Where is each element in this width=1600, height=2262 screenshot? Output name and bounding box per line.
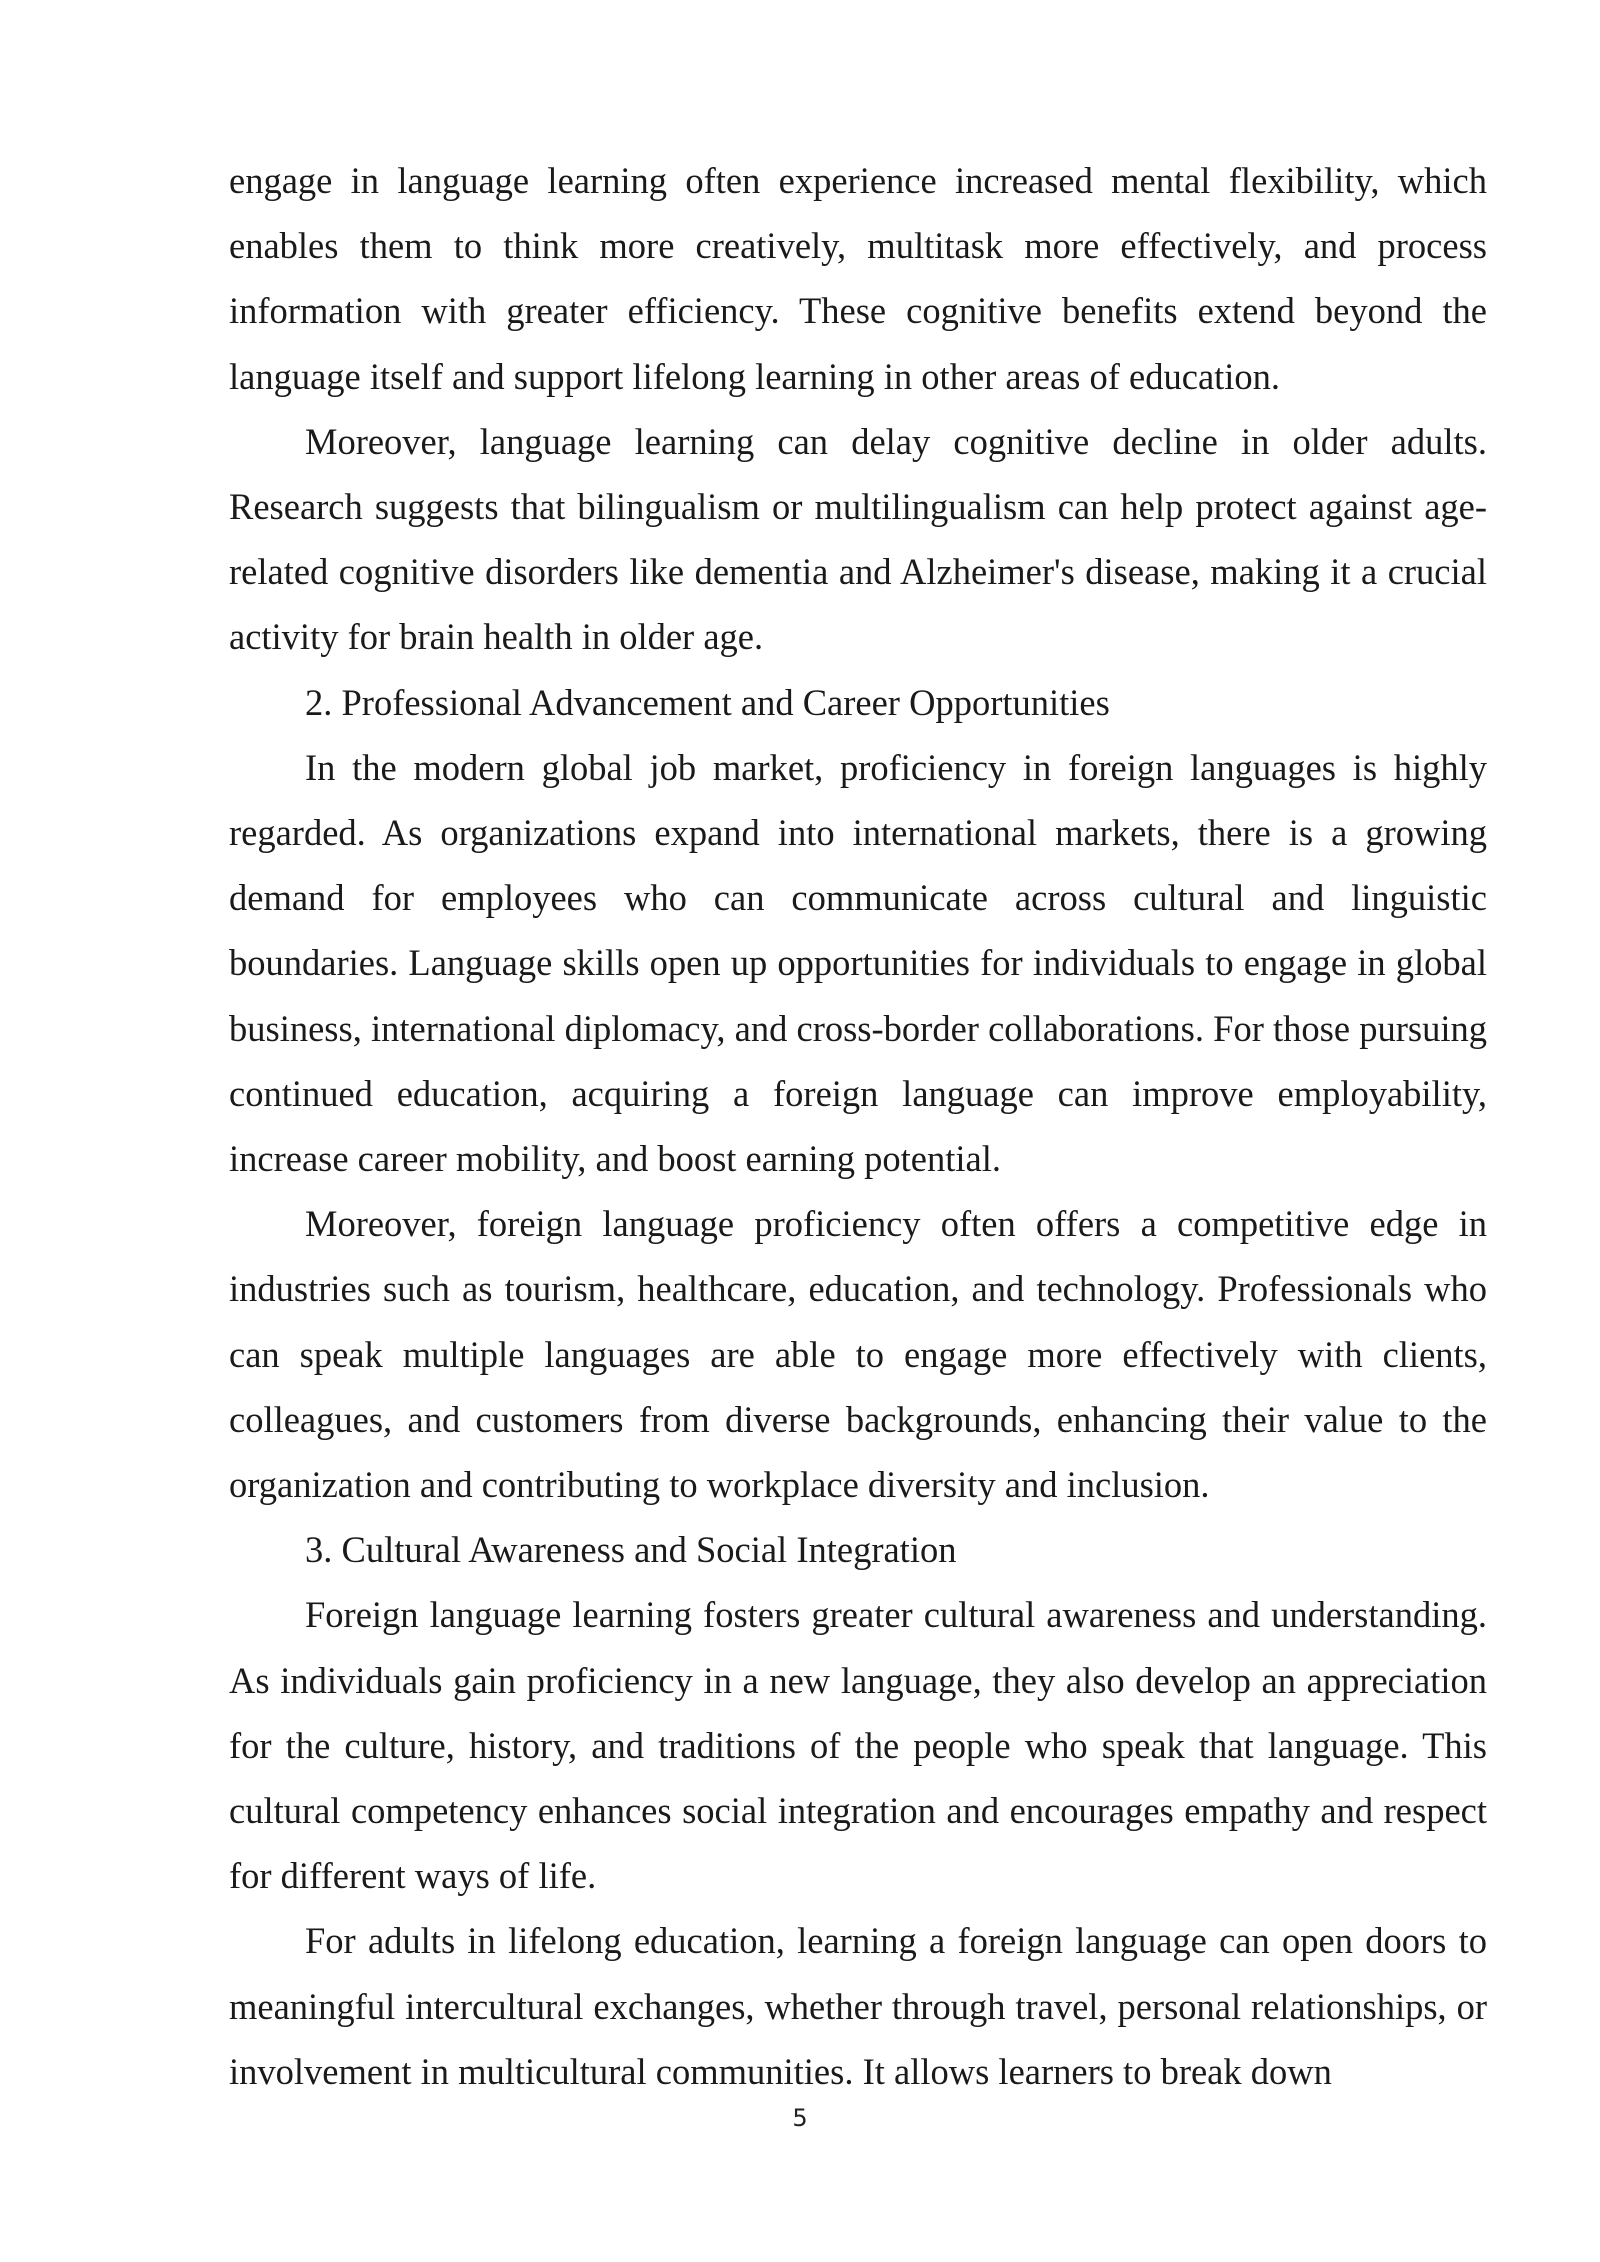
paragraph-competitive-edge: Moreover, foreign language proficiency often offers a competitive edge in industries such as tourism, healthcare, education, and technology. Professionals who can speak multiple languages are able to engage more effectively with clients, colleagues, and customers from diverse backgrounds, enhancing their value to the organization and contributing to workplace diversity and inclusion. — [229, 1203, 1487, 1506]
paragraph-intercultural-exchanges: For adults in lifelong education, learning a foreign language can open doors to meaningful intercultural exchanges, whether through travel, personal relationships, or involvement in multicultural communities. It allows learners to break down — [229, 1920, 1487, 2092]
paragraph-cognitive-decline: Moreover, language learning can delay cognitive decline in older adults. Research suggests that bilingualism or multilingualism can help protect against age-related cognitive disorders like dementia and Alzheimer's disease, making it a crucial activity for brain health in older age. — [229, 420, 1487, 658]
page-number: 5 — [792, 2104, 808, 2132]
section-heading-professional: 2. Professional Advancement and Career Opportunities — [305, 681, 1110, 723]
section-heading-cultural: 3. Cultural Awareness and Social Integration — [305, 1529, 957, 1571]
paragraph-continuation: engage in language learning often experience increased mental flexibility, which enables them to think more creatively, multitask more effectively, and process information with greater efficiency. These cognitive benefits extend beyond the language itself and support lifelong learning in other areas of education. — [229, 160, 1487, 397]
paragraph-cultural-awareness: Foreign language learning fosters greater cultural awareness and understanding. As individuals gain proficiency in a new language, they also develop an appreciation for the culture, history, and traditions of the people who speak that language. This cultural competency enhances social integration and encourages empathy and respect for different ways of life. — [229, 1594, 1487, 1897]
paragraph-job-market: In the modern global job market, proficiency in foreign languages is highly regarded. As organizations expand into international markets, there is a growing demand for employees who can communicate across cultural and linguistic boundaries. Language skills open up opportunities for individuals to engage in global business, international diplomacy, and cross-border collaborations. For those pursuing continued education, acquiring a foreign language can improve employability, increase career mobility, and boost earning potential. — [229, 746, 1487, 1180]
page-body — [229, 148, 1487, 2104]
